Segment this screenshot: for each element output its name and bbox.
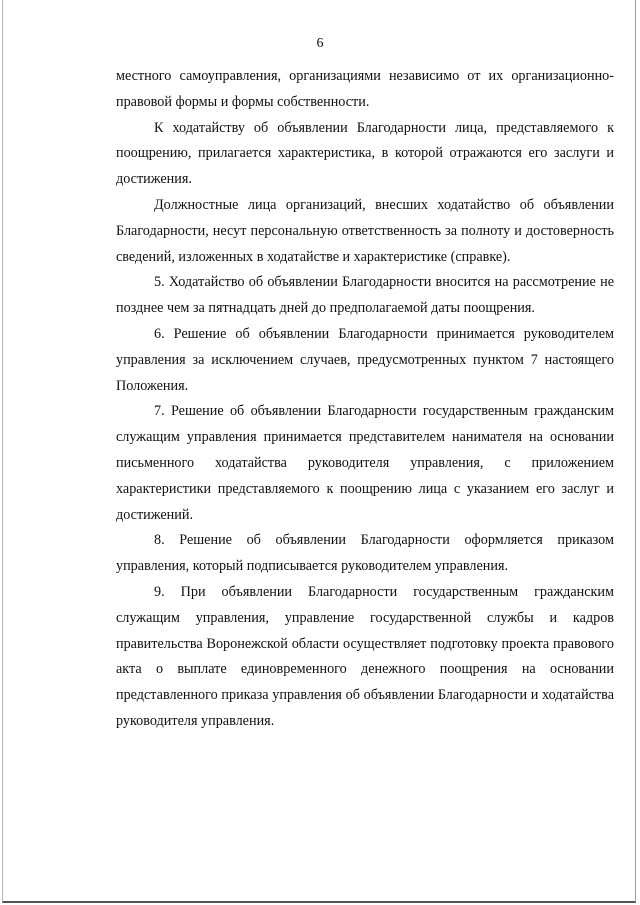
- paragraph-characteristic: К ходатайству об объявлении Благодарности лица, представляемого к поощрению, прилагается характеристика, в которой отражаются его заслуги и достижения.: [116, 119, 614, 188]
- page-number: 6: [316, 36, 324, 51]
- paragraph-item-9: 9. При объявлении Благодарности государственным гражданским служащим управления, управление государственной службы и кадров правительства Воронежской области осуществляет подготовку проекта правового акта о выплате единовременного денежного поощрения на основании представленного приказа управления об объявлении Благодарности и ходатайства руководителя управления.: [116, 583, 614, 729]
- paragraph-responsibility: Должностные лица организаций, внесших ходатайство об объявлении Благодарности, несут персональную ответственность за полноту и достоверность сведений, изложенных в ходатайстве и характеристике (справке).: [116, 196, 614, 265]
- document-body: [116, 64, 614, 735]
- paragraph-continuation: местного самоуправления, организациями независимо от их организационно-правовой формы и формы собственности.: [116, 68, 614, 110]
- paragraph-item-5: 5. Ходатайство об объявлении Благодарности вносится на рассмотрение не позднее чем за пятнадцать дней до предполагаемой даты поощрения.: [116, 274, 614, 317]
- paragraph-item-8: 8. Решение об объявлении Благодарности оформляется приказом управления, который подписывается руководителем управления.: [116, 532, 614, 575]
- paragraph-item-6: 6. Решение об объявлении Благодарности принимается руководителем управления за исключением случаев, предусмотренных пунктом 7 настоящего Положения.: [116, 325, 614, 394]
- paragraph-item-7: 7. Решение об объявлении Благодарности государственным гражданским служащим управления принимается представителем нанимателя на основании письменного ходатайства руководителя управления, с приложением характеристики представляемого к поощрению лица с указанием его заслуг и достижений.: [116, 403, 614, 523]
